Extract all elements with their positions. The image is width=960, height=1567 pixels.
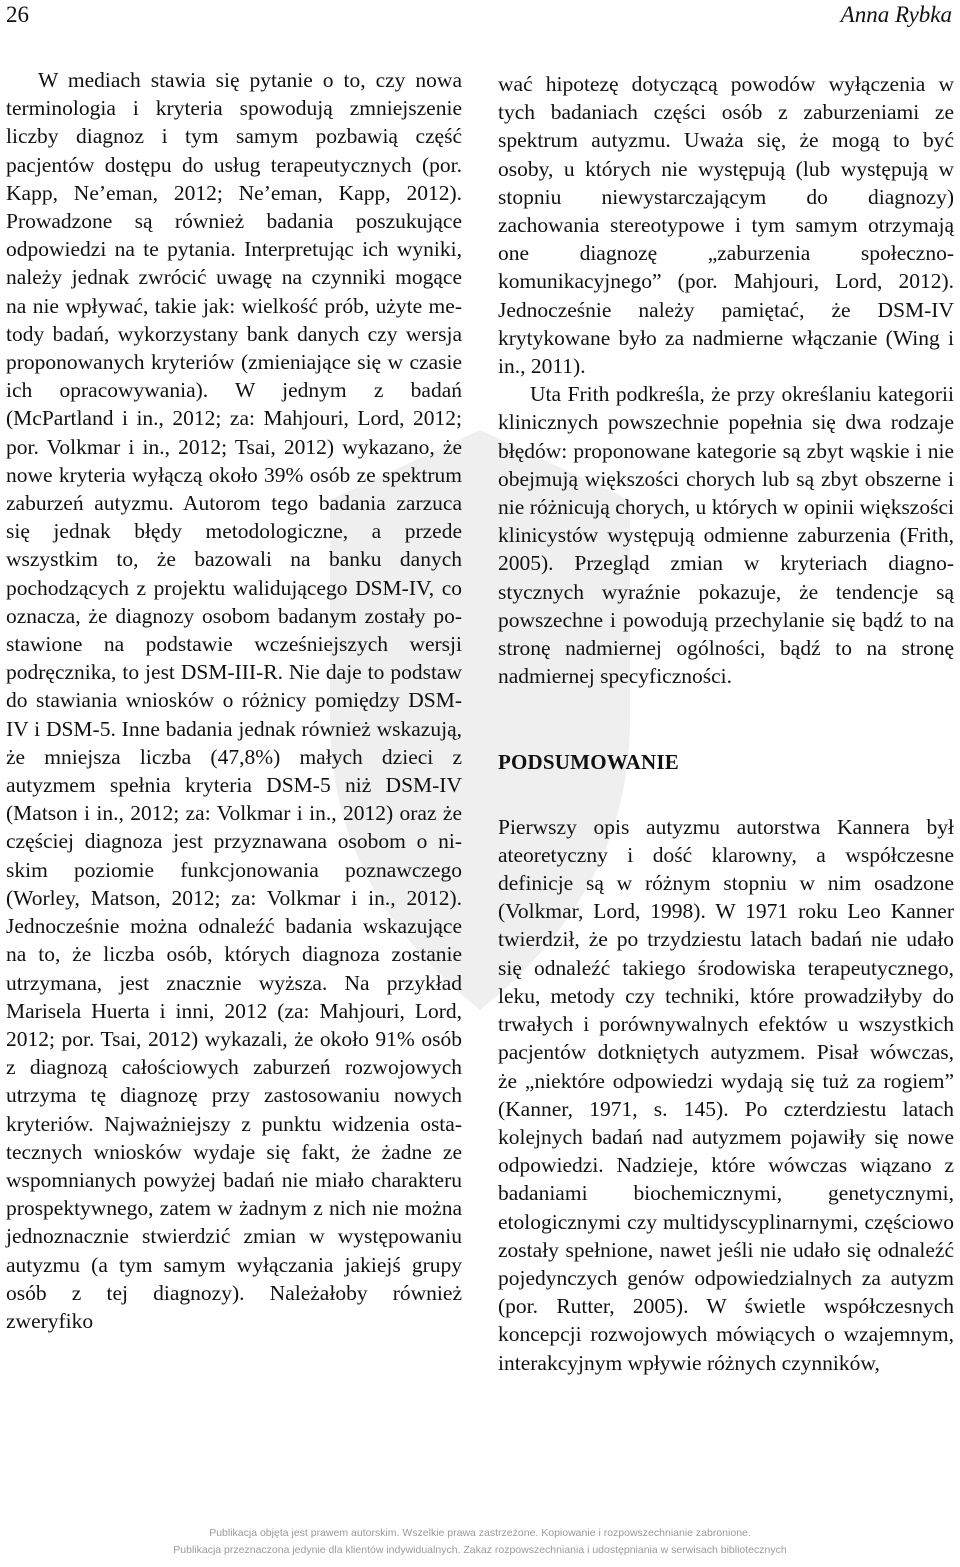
paragraph: Pierwszy opis autyzmu autorstwa Kannera był ateoretyczny i dość klarowny, a współczesne definicje są w różnym stopniu w nim osadzone (Volkmar, Lord, 1998). W 1971 roku Leo Kanner twierdził, że po trzydziestu latach badań nie udało się odnaleźć takiego środowiska terapeutycznego, leku, metody czy techniki, które prowadziłyby do trwałych i porównywalnych efektów u wszystkich pacjentów dotkniętych autyzmem. Pisał wówczas, że „niektóre odpowiedzi wydają się tuż za rogiem” (Kanner, 1971, s. 145). Po czterdziestu latach kolejnych badań nad autyzmem pojawiły się nowe odpowiedzi. Nadzieje, które wówczas wiązano z badaniami biochemicznymi, genetycznymi, etologicznymi czy multidyscyplinarnymi, częściowo zostały spełnione, nawet jeśli nie udało się odnaleźć pojedynczych genów odpowiedzialnych za autyzm (por. Rutter, 2005). W świetle współczesnych koncepcji rozwojowych mówiących o wzajemnym, interakcyjnym wpływie różnych czynników,	[498, 814, 954, 1375]
paragraph: wać hipotezę dotyczącą powodów wyłączenia w tych badaniach części osób z zaburzeniami ze spektrum autyzmu. Uważa się, że mogą to być osoby, u których nie występują (lub występują w stopniu niewystarczającym do diagnozy) zachowania stereotypowe i tym samym otrzymają one diagnozę „zaburzenia społeczno-komunikacyjnego” (por. Mahjouri, Lord, 2012). Jednocześnie należy pamiętać, że DSM-IV krytykowane było za nadmierne włączanie (Wing i in., 2011).	[498, 72, 954, 379]
paragraph: Uta Frith podkreśla, że przy określaniu kategorii klinicznych powszechnie popełnia się dwa rodzaje błędów: proponowane kategorie są zbyt wąskie i nie obejmują większości chorych lub są zbyt obszerne i nie różnicują chorych, u których w opinii większości klinicystów występują odmienne zaburzenia (Frith, 2005). Przegląd zmian w kryteriach diagnostycznych wyraźnie pokazuje, że tendencje są powszechne i powodują przechylanie się bądź to na stronę nadmiernej ogólności, bądź to na stronę nadmiernej specyficzności.	[498, 382, 954, 689]
right-column	[498, 70, 954, 1377]
distribution-notice: Publikacja przeznaczona jedynie dla klientów indywidualnych. Zakaz rozpowszechniania i udostępniania w serwisach bibliotecznych	[173, 1544, 787, 1556]
left-column	[6, 66, 462, 1335]
page-number: 26	[6, 2, 29, 27]
copyright-notice: Publikacja objęta jest prawem autorskim. Wszelkie prawa zastrzeżone. Kopiowanie i rozpowszechnianie zabronione.	[209, 1527, 751, 1539]
running-head-author: Anna Rybka	[840, 2, 952, 27]
section-heading: PODSUMOWANIE	[498, 750, 679, 775]
paragraph: W mediach stawia się pytanie o to, czy nowa terminologia i kryteria spowodują zmniejszenie liczby diagnoz i tym samym pozbawią część pacjentów dostępu do usług terapeutycznych (por. Kapp, Ne’eman, 2012; Ne’eman, Kapp, 2012). Prowadzone są również badania poszukujące odpowiedzi na te pytania. Interpretując ich wyniki, należy jednak zwrócić uwagę na czynniki mogące na nie wpływać, takie jak: wielkość prób, użyte metody badań, wykorzystany bank danych czy wersja proponowanych kryteriów (zmieniające się w czasie ich opracowywania). W jednym z badań (McPartland i in., 2012; za: Mahjouri, Lord, 2012; por. Volkmar i in., 2012; Tsai, 2012) wykazano, że nowe kryteria wyłączą około 39% osób ze spektrum zaburzeń autyzmu. Autorom tego badania zarzuca się jednak błędy metodologiczne, a przede wszystkim to, że bazowali na banku danych pochodzących z projektu walidującego DSM-IV, co oznacza, że diagnozy osobom badanym zostały postawione na podstawie wcześniejszych wersji podręcznika, to jest DSM-III-R. Nie daje to podstaw do stawiania wniosków o różnicy pomiędzy DSM-IV i DSM-5. Inne badania jednak również wskazują, że mniejsza liczba (47,8%) małych dzieci z autyzmem spełnia kryteria DSM-5 niż DSM-IV (Matson i in., 2012; za: Volkmar i in., 2012) oraz że częściej diagnoza jest przyznawana osobom o niskim poziomie funkcjonowania poznawczego (Worley, Matson, 2012; za: Volkmar i in., 2012). Jednocześnie można odnaleźć badania wskazujące na to, że liczba osób, których diagnoza zostanie utrzymana, jest znacznie wyższa. Na przykład Marisela Huerta i inni, 2012 (za: Mahjouri, Lord, 2012; por. Tsai, 2012) wykazali, że około 91% osób z diagnozą całościowych zaburzeń rozwojowych utrzyma tę diagnozę przy zastosowaniu nowych kryteriów. Najważniejszy z punktu widzenia ostatecznych wniosków wydaje się fakt, że żadne ze wspomnianych powyżej badań nie miało charakteru prospektywnego, zatem w żadnym z nich nie można jednoznacznie stwierdzić zmian w występowaniu autyzmu (a tym samym wyłączania jakiejś grupy osób z tej diagnozy). Należałoby również zweryfiko	[6, 68, 462, 1333]
